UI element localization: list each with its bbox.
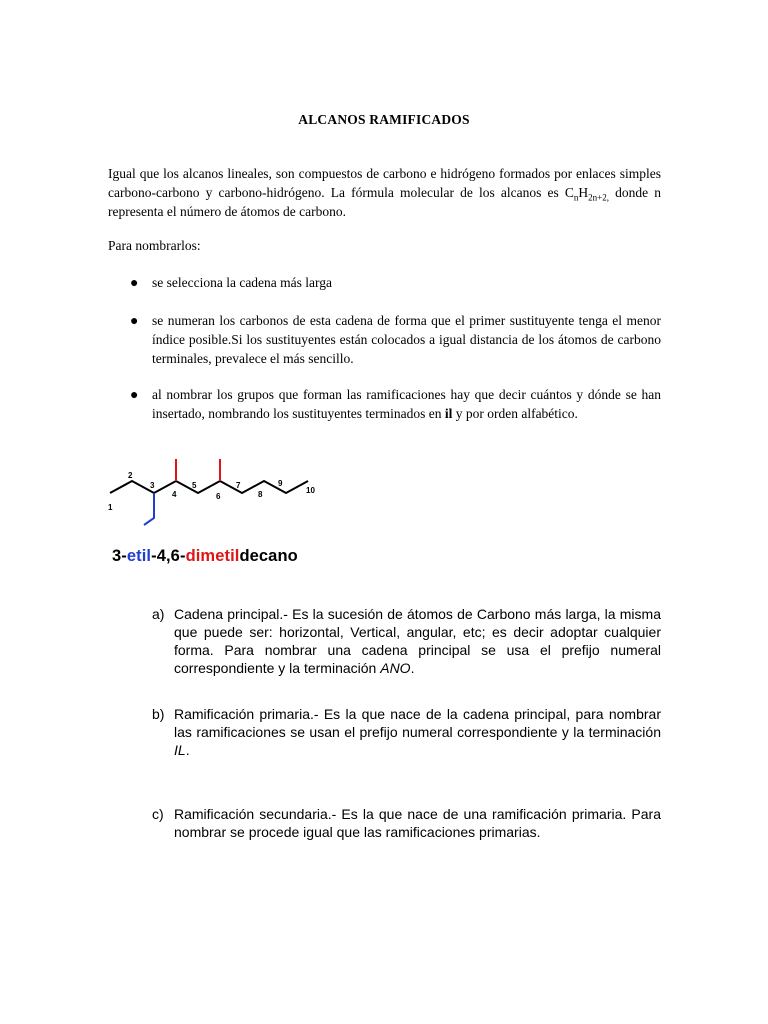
document-title: ALCANOS RAMIFICADOS [298, 112, 470, 127]
formula-subscript-2n2: 2n+2, [588, 192, 609, 203]
definition-a-italic: ANO [380, 660, 411, 676]
bullet-item-3-text: al nombrar los grupos que forman las ramificaciones hay que decir cuántos y dónde se han insertado, nombrando los sustituyentes terminados en [152, 387, 661, 421]
intro-text-2: donde n representa el número de átomos de carbono. [108, 185, 661, 219]
formula-subscript-n: n [573, 192, 579, 203]
naming-rules-label: Para nombrarlos: [108, 238, 201, 253]
locant-7: 7 [236, 481, 241, 490]
bullet-icon: ● [130, 314, 139, 329]
locant-5: 5 [192, 481, 197, 490]
bullet-icon: ● [130, 276, 139, 291]
locant-10: 10 [306, 486, 315, 495]
bullet-item-3 [152, 385, 661, 423]
name-part-dimetil: dimetil [185, 547, 240, 565]
intro-paragraph [108, 164, 661, 221]
locant-4: 4 [172, 490, 177, 499]
definition-cadena-principal [174, 605, 661, 677]
name-part-etil: etil [126, 547, 152, 565]
formula-h: H [578, 185, 589, 200]
bullet-icon: ● [130, 388, 139, 403]
locant-6: 6 [216, 492, 221, 501]
name-part-locants-4-6: -4,6- [151, 547, 186, 565]
locant-3: 3 [150, 481, 155, 490]
definition-ramificacion-primaria [174, 705, 661, 759]
definition-a-end: . [410, 660, 415, 676]
locant-9: 9 [278, 479, 283, 488]
name-part-decano: decano [239, 547, 298, 565]
compound-name [112, 547, 298, 566]
definition-a-text: Cadena principal.- Es la sucesión de átomos de Carbono más larga, la misma que puede ser: horizontal, Vertical, angular, etc; es decir adoptar cualquier forma. Para nombrar una cadena principal se usa el prefijo numeral correspondiente y la terminación [174, 606, 661, 676]
definition-c-text: Ramificación secundaria.- Es la que nace de una ramificación primaria. Para nombrar se procede igual que las ramificaciones primarias. [174, 806, 661, 840]
bullet-item-2: se numeran los carbonos de esta cadena de forma que el primer sustituyente tenga el menor índice posible.Si los sustituyentes están colocados a igual distancia de los átomos de carbono terminales, prevalece el más sencillo. [152, 313, 661, 366]
locant-1: 1 [108, 503, 113, 512]
locant-2: 2 [128, 471, 133, 480]
item-marker-b: b) [152, 706, 165, 722]
name-part-locant-3: 3- [112, 547, 127, 565]
item-marker-c: c) [152, 806, 164, 822]
definition-ramificacion-secundaria [174, 805, 661, 841]
definition-b-italic: IL [174, 742, 186, 758]
definition-b-text: Ramificación primaria.- Es la que nace de la cadena principal, para nombrar las ramificaciones se usan el prefijo numeral correspondiente y la terminación [174, 706, 661, 740]
locant-8: 8 [258, 490, 263, 499]
bullet-item-1: se selecciona la cadena más larga [152, 275, 333, 290]
item-marker-a: a) [152, 606, 165, 622]
bullet-item-3-bold: il [444, 406, 453, 421]
bullet-item-3-text-end: y por orden alfabético. [452, 406, 578, 421]
intro-text-1: Igual que los alcanos lineales, son compuestos de carbono e hidrógeno formados por enlaces simples carbono-carbono y carbono-hidrógeno. La fórmula molecular de los alcanos es C [108, 166, 661, 200]
ethyl-branch-3 [144, 493, 154, 525]
definition-b-end: . [185, 742, 190, 758]
molecule-structure [100, 450, 330, 530]
